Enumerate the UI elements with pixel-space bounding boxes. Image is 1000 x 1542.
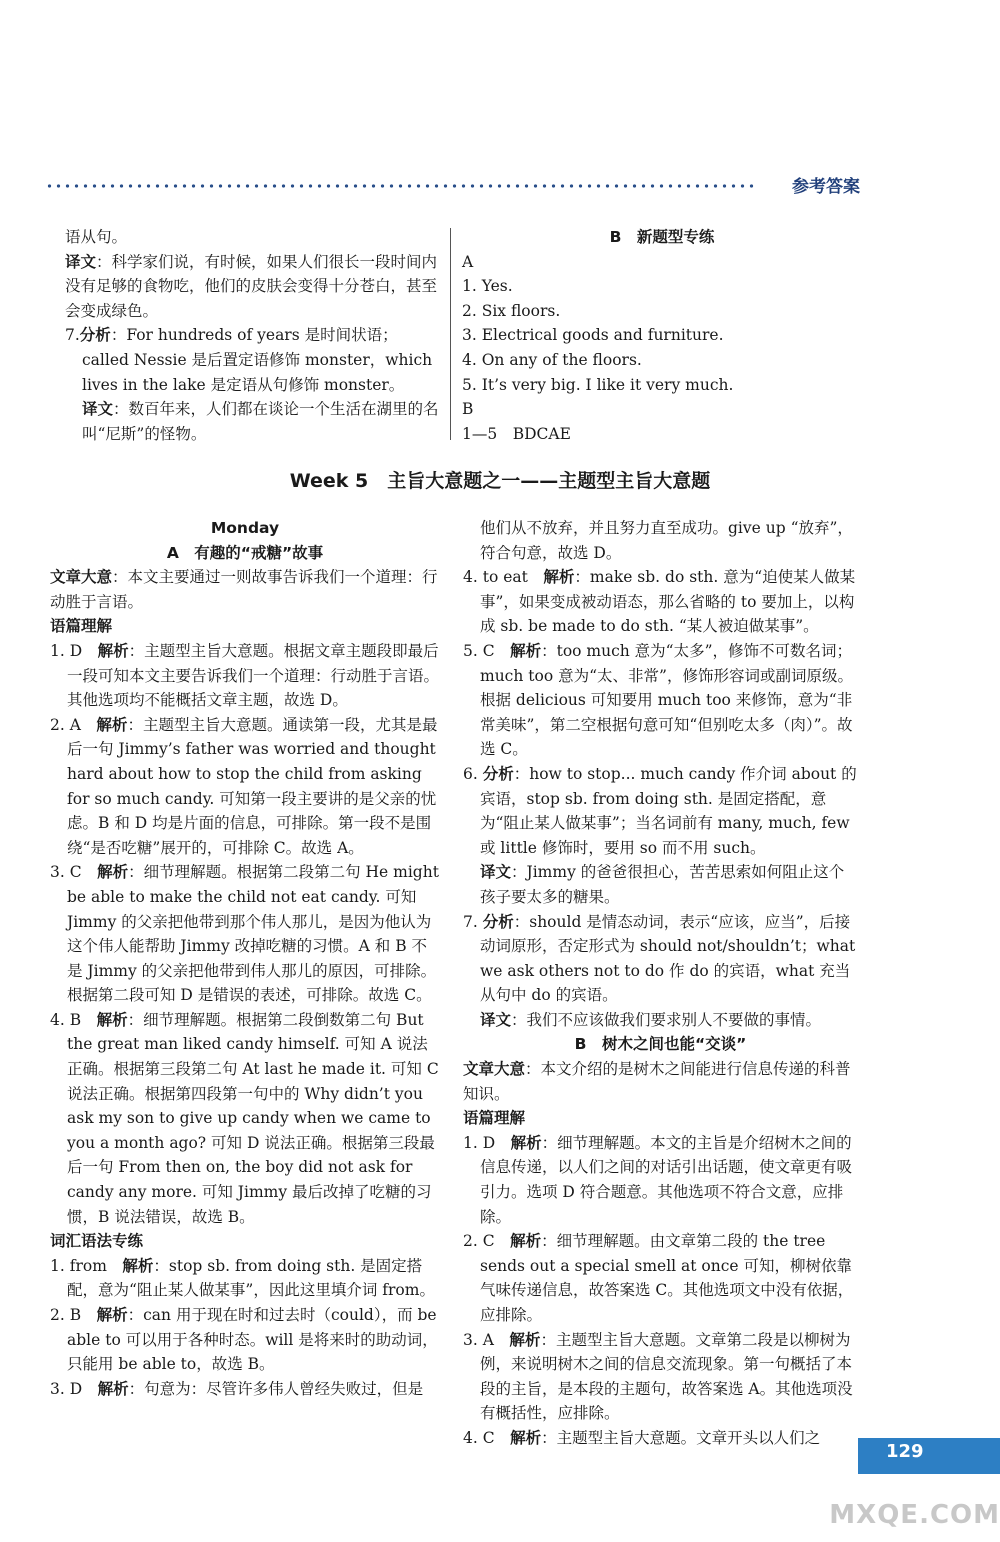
text: ：can 用于现在时和过去时（could），而 be able to 可以用于各种时态。will 是将来时的助动词，只能用 be able to，故选 B。 (67, 1306, 438, 1374)
text: ：主题型主旨大意题。通读第一段，尤其是最后一句 Jimmy’s father was worried and thought hard about how to stop the child from asking for so much candy. 可知第一段主要讲的是父亲的忧虑。B 和 D 均是片面的信息，可排除。第一段不是围绕“是否吃糖”展开的，可排除 C。故选 A。 (67, 715, 438, 857)
vocab-heading: 词汇语法专练 (50, 1232, 144, 1251)
answer-item (50, 1008, 440, 1229)
answer-line: 5. It’s very big. I like it very much. (462, 375, 734, 394)
text: ：细节理解题。本文的主旨是介绍树木之间的信息传递，以人们之间的对话引出话题，使文章更有吸引力。选项 D 符合题意。其他选项不符合文意，应排除。 (480, 1133, 853, 1226)
label: 译文 (65, 252, 97, 271)
day-heading: Monday (210, 519, 280, 537)
text: ：细节理解题。由文章第二段的 the tree sends out a special smell at once 可知，柳树依靠气味传递信息，故答案选 C。其他选项文中没有依据，应排除。 (480, 1232, 854, 1324)
answer-item (463, 762, 858, 860)
top-right-column (462, 225, 862, 446)
section-a-heading: A 有趣的“戒糖”故事 (166, 543, 324, 562)
answer-line: 2. Six floors. (462, 301, 561, 320)
label: 分析 (482, 912, 514, 931)
answer-item (50, 1377, 440, 1402)
answer-item (463, 1229, 858, 1327)
answer-item (463, 1328, 858, 1426)
continued-text: 他们从不放弃，并且努力直至成功。give up “放弃”，符合句意，故选 D。 (480, 519, 853, 562)
text: ：科学家们说，有时候，如果人们很长一段时间内没有足够的食物吃，他们的皮肤会变得十分苍白，甚至会变成绿色。 (65, 252, 438, 320)
reading-heading: 语篇理解 (50, 617, 113, 636)
item-number: 1. D (50, 641, 98, 660)
translation-paragraph (463, 860, 858, 909)
label: 解析 (97, 863, 129, 882)
item-number: 3. D (50, 1379, 98, 1398)
label: 文章大意 (50, 568, 113, 587)
label: 解析 (96, 1010, 128, 1029)
section-heading: B 新题型专练 (609, 228, 715, 246)
header-label: 参考答案 (792, 177, 860, 197)
label: 解析 (96, 715, 128, 734)
item-number: 1. from (50, 1256, 123, 1275)
answer-item (50, 713, 440, 861)
text: ：Jimmy 的爸爸很担心，苦苦思索如何阻止这个孩子要太多的糖果。 (480, 863, 845, 906)
left-column (50, 516, 440, 1401)
label: 解析 (510, 1428, 542, 1447)
text: ：make sb. do sth. 意为“迫使某人做某事”，如果变成被动语态，那么省略的 to 要加上，以构成 sb. be made to do sth. “某人被迫做某事”。 (480, 568, 856, 636)
watermark: MXQE.COM (829, 1500, 1000, 1530)
answer-item (50, 639, 440, 713)
translation-paragraph (65, 397, 440, 446)
text: ：主题型主旨大意题。文章第二段是以柳树为例，来说明树木之间的信息交流现象。第一句概括了本段的主旨，是本段的主题句，故答案选 A。其他选项没有概括性，应排除。 (480, 1330, 853, 1423)
label: 分析 (79, 326, 111, 345)
text: ：我们不应该做我们要求别人不要做的事情。 (511, 1010, 822, 1029)
label: 解析 (543, 568, 575, 587)
translation-paragraph (65, 250, 440, 324)
item-number: 4. C (463, 1428, 511, 1447)
text: ：how to stop... much candy 作介词 about 的宾语，stop sb. from doing sth. 是固定搭配，意为“阻止某人做某事”；当名词前有 many, much, few 或 little 修饰时，要用 so 而不用 such。 (480, 764, 857, 857)
answer-line: 1—5 BDCAE (462, 424, 571, 443)
page-number-bar (858, 1438, 1000, 1474)
column-divider (450, 228, 451, 440)
answer-line: B (462, 400, 474, 419)
answer-item (463, 565, 858, 639)
label: 译文 (82, 400, 114, 419)
answer-item (463, 910, 858, 1008)
answer-item (50, 1303, 440, 1377)
page-number: 129 (886, 1441, 924, 1462)
text: ：主题型主旨大意题。根据文章主题段即最后一段可知本文主要告诉我们一个道理：行动胜于言语。其他选项均不能概括文章主题，故选 D。 (67, 641, 440, 710)
analysis-item (65, 323, 440, 397)
text: ：细节理解题。根据第二段第二句 He might be able to make the child not eat candy. 可知 Jimmy 的父亲把他带到那个伟人那儿，是因为他认为这个伟人能帮助 Jimmy 改掉吃糖的习惯。A 和 B 不是 Jimmy 的父亲把他带到伟人那儿的原因，可排除。根据第二段可知 D 是错误的表述，可排除。故选 C。 (67, 863, 439, 1005)
week-title: Week 5 主旨大意题之一——主题型主旨大意题 (289, 470, 711, 492)
item-number: 1. D (463, 1133, 511, 1152)
answer-item (463, 639, 858, 762)
label: 译文 (480, 863, 512, 882)
summary (463, 1057, 858, 1106)
text: ：细节理解题。根据第二段倒数第二句 But the great man liked candy himself. 可知 A 说法正确。根据第三段第二句 At last he made it. 可知 C 说法正确。根据第四段第一句中的 Why didn’t you ask my son to give up candy when we came to you a month ago? 可知 D 说法正确。根据第三段最后一句 From then on, the boy did not ask for candy any more. 可知 Jimmy 最后改掉了吃糖的习惯，B 说法错误，故选 B。 (67, 1010, 439, 1226)
label: 解析 (509, 1330, 541, 1349)
answer-line: 1. Yes. (462, 277, 513, 296)
text: ：本文主要通过一则故事告诉我们一个道理：行动胜于言语。 (50, 568, 438, 611)
label: 解析 (96, 1306, 128, 1324)
label: 解析 (122, 1256, 154, 1275)
item-number: 2. C (463, 1232, 511, 1251)
answer-line: 3. Electrical goods and furniture. (462, 326, 724, 345)
translation-paragraph (463, 1008, 858, 1033)
item-number: 2. B (50, 1306, 97, 1324)
answer-item (463, 1426, 858, 1451)
label: 解析 (97, 1379, 129, 1398)
text: ：数百年来，人们都在谈论一个生活在湖里的名叫“尼斯”的怪物。 (82, 400, 439, 443)
section-b-heading: B 树木之间也能“交谈” (574, 1035, 747, 1054)
text-line: 语从句。 (65, 228, 128, 246)
label: 解析 (510, 641, 542, 660)
item-number: 4. to eat (463, 568, 544, 587)
text: ：句意为：尽管许多伟人曾经失败过，但是 (128, 1379, 424, 1398)
reading-heading: 语篇理解 (463, 1109, 526, 1128)
answer-item (50, 860, 440, 1008)
text: ：stop sb. from doing sth. 是固定搭配，意为“阻止某人做某事”，因此这里填介词 from。 (67, 1256, 435, 1300)
summary (50, 565, 440, 614)
item-number: 7. (463, 912, 483, 931)
answer-item (463, 1131, 858, 1229)
text: ：主题型主旨大意题。文章开头以人们之 (541, 1428, 821, 1447)
item-number: 4. B (50, 1010, 97, 1029)
item-number: 3. A (463, 1330, 510, 1349)
text: ：should 是情态动词，表示“应该，应当”，后接动词原形，否定形式为 should not/shouldn’t；what we ask others not to do 作 do 的宾语，what 充当从句中 do 的宾语。 (480, 912, 856, 1005)
label: 分析 (482, 764, 514, 783)
answer-item (50, 1254, 440, 1303)
dotted-rule (45, 184, 755, 188)
text: ：本文介绍的是树木之间能进行信息传递的科普知识。 (463, 1060, 851, 1103)
item-number: 3. C (50, 863, 98, 882)
label: 解析 (97, 641, 129, 660)
label: 解析 (510, 1232, 542, 1251)
label: 解析 (510, 1133, 542, 1152)
top-left-column (65, 225, 440, 446)
text: ：For hundreds of years 是时间状语；called Nessie 是后置定语修饰 monster，which lives in the lake 是定语从句修饰 monster。 (82, 326, 433, 394)
page-header (45, 170, 860, 200)
answer-line: 4. On any of the floors. (462, 350, 642, 369)
text: ：too much 意为“太多”，修饰不可数名词；much too 意为“太、非常”，修饰形容词或副词原级。根据 delicious 可知要用 much too 来修饰，意为“非常美味”，第二空根据句意可知“但别吃太多（肉）”。故选 C。 (480, 641, 853, 759)
item-number: 2. A (50, 715, 97, 734)
item-number: 7. (65, 326, 80, 345)
item-number: 6. (463, 764, 483, 783)
item-number: 5. C (463, 641, 511, 660)
answer-line: A (462, 252, 474, 271)
label: 译文 (480, 1010, 512, 1029)
right-column (463, 516, 858, 1451)
label: 文章大意 (463, 1060, 526, 1079)
